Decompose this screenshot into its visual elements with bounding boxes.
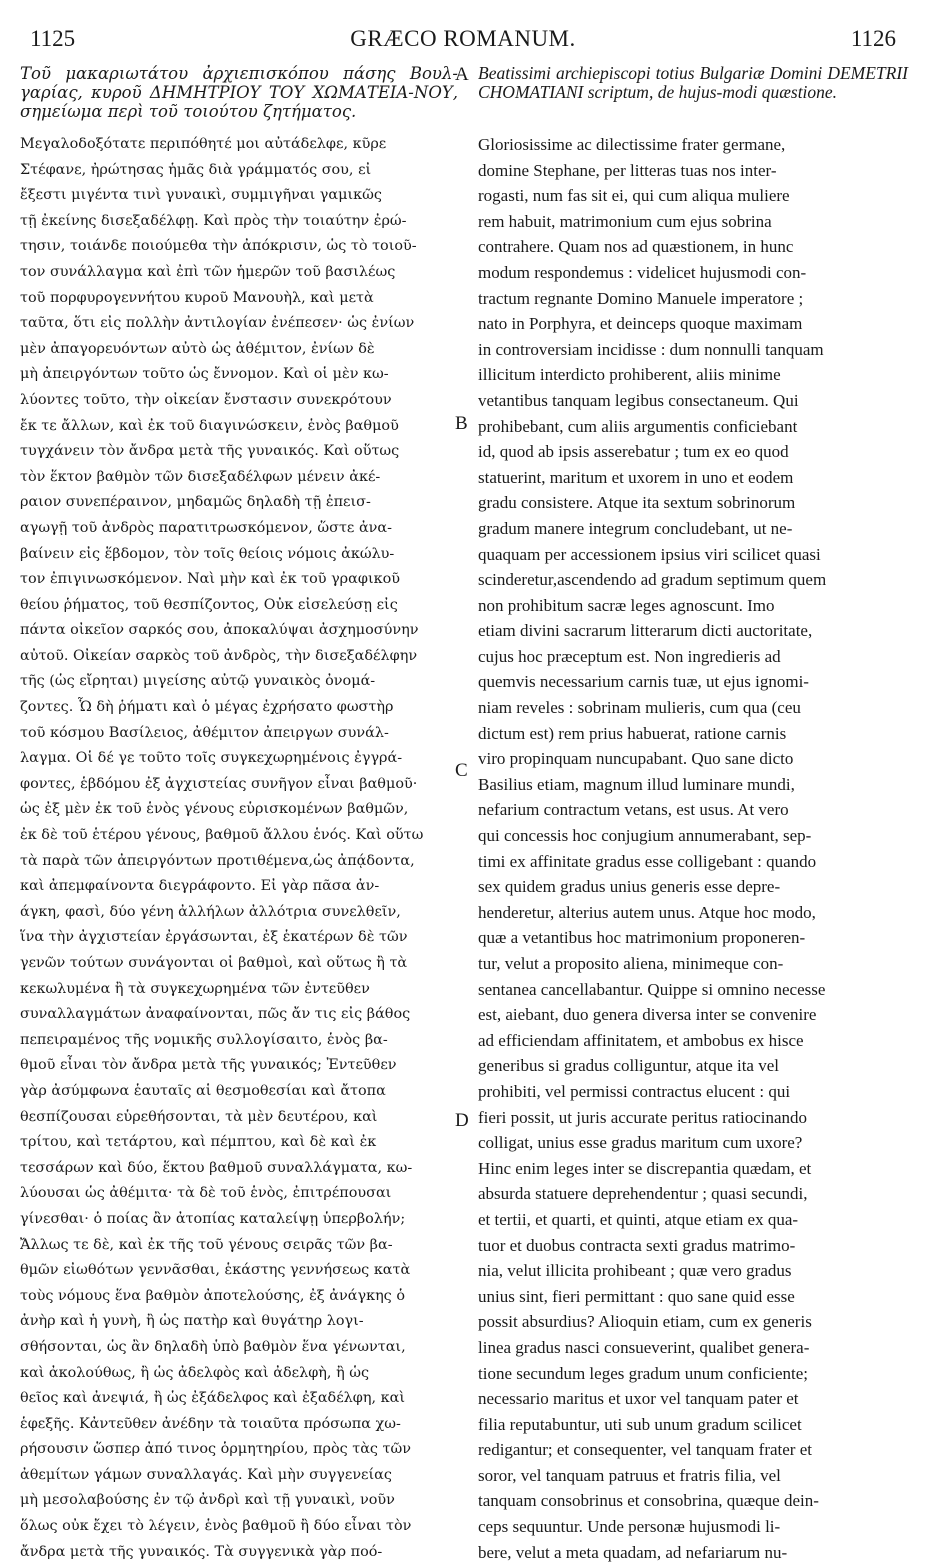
latin-text-line: contrahere. Quam nos ad quæstionem, in hunc [478, 237, 794, 257]
greek-text-line: συναλλαγμάτων ἀναφαίνονται, πῶς ἄν τις εἰς βάθος [20, 1006, 411, 1023]
margin-letter-a: A [455, 64, 469, 85]
greek-text-line: σθήσονται, ὡς ἂν δηλαδὴ ὑπὸ βαθμὸν ἕνα γένωνται, [20, 1338, 406, 1355]
latin-text-line: statuerint, maritum et uxorem in uno et eodem [478, 467, 794, 487]
latin-text-line: Gloriosissime ac dilectissime frater germane, [478, 135, 786, 154]
latin-text-line: domine Stephane, per litteras tuas nos inter- [478, 160, 777, 180]
latin-text-line: tanquam consobrinus et consobrina, quæque dein- [478, 1491, 819, 1511]
greek-text-line: ἐκ δὲ τοῦ ἑτέρου γένους, βαθμοῦ ἄλλου ἑνός. Καὶ οὕτω [20, 827, 424, 844]
latin-text-line: vetantibus tanquam legibus consectaneum. Qui [478, 390, 799, 410]
right-page-number: 1126 [850, 26, 896, 51]
latin-text-line: nato in Porphyra, et deinceps quoque maximam [478, 314, 803, 334]
greek-text-line: ταῦτα, ὅτι εἰς πολλὴν ἀντιλογίαν ἐνέπεσεν· ὡς ἐνίων [20, 315, 415, 332]
latin-text-line: modum respondemus : videlicet hujusmodi con- [478, 262, 807, 282]
latin-text-line: rogasti, num fas sit ei, qui cum aliqua muliere [478, 186, 790, 206]
latin-text-line: in controversiam incidisse : dum nonnulli tanquam [478, 339, 824, 359]
latin-text-line: nia, velut illicita prohibeant ; quæ vero gradus [478, 1261, 792, 1281]
greek-text-line: καὶ ἀπεμφαίνοντα διεγράφοντο. Εἰ γὰρ πᾶσα ἀν- [20, 878, 380, 895]
latin-text-line: prohibiti, vel permissi contractus elucent : qui [478, 1081, 791, 1101]
greek-text-line: μὴ ἀπειργόντων τοῦτο ὡς ἔννομον. Καὶ οἱ μὲν κω- [20, 366, 389, 383]
greek-text-line: τον ἐπιγινωσκόμενον. Ναὶ μὴν καὶ ἐκ τοῦ γραφικοῦ [20, 571, 400, 588]
latin-text-line: scinderetur,ascendendo ad gradum septimum quem [478, 570, 827, 590]
latin-text-line: gradum manere integrum concludebant, ut ne- [478, 518, 793, 538]
latin-text-line: soror, vel tanquam patruus et fratris filia, vel [478, 1465, 781, 1485]
greek-text-line: τον συνάλλαγμα καὶ ἐπὶ τῶν ἡμερῶν τοῦ βασιλέως [20, 263, 396, 280]
latin-text-line: etiam divini sacrarum litterarum dicti auctoritate, [478, 621, 813, 641]
latin-text-line: gradu consistere. Atque ita sextum sobrinorum [478, 493, 796, 513]
latin-text-line: timi ex affinitate gradus esse colligebant : quando [478, 851, 817, 871]
greek-text-line: ἀθεμίτων γάμων συναλλαγάς. Καὶ μὴν συγγενείας [20, 1466, 392, 1483]
latin-text-line: tur, velut a proposito aliena, minimeque con- [478, 954, 784, 973]
latin-text-line: non prohibitum sacræ leges agnoscunt. Imo [478, 595, 775, 615]
greek-text-line: ἵνα τὴν ἀγχιστείαν ἐργάσωνται, ἐξ ἑκατέρων δὲ τῶν [20, 929, 408, 946]
greek-text-line: τρίτου, καὶ τετάρτου, καὶ πέμπτου, καὶ δὲ καὶ ἐκ [20, 1134, 377, 1151]
latin-text-line: tione secundum leges gradum unum conficiente; [478, 1363, 808, 1383]
greek-text-line: πεπειραμένος τῆς νομικῆς συλλογίσαιτο, ἑνὸς βα- [20, 1031, 388, 1048]
greek-text-line: ἑφεξῆς. Κἀντεῦθεν ἀνέδην τὰ τοιαῦτα πρόσωπα χω- [20, 1415, 401, 1432]
greek-text-line: λύοντες τοῦτο, τὴν οἰκείαν ἔνστασιν συνεκρότουν [20, 391, 392, 408]
greek-text-line: τοῦ πορφυρογεννήτου κυροῦ Μανουὴλ, καὶ μετὰ [20, 289, 374, 306]
greek-text-line: γὰρ ἀσύμφωνα ἑαυταῖς αἱ θεσμοθεσίαι καὶ ἄτοπα [20, 1082, 386, 1099]
latin-text-line: niam reveles : sobrinam mulieris, cum qua (ceu [478, 698, 801, 718]
latin-text-line: ad efficiendam affinitatem, et ambobus ex hisce [478, 1030, 804, 1050]
latin-text-line: filia reputabuntur, uti sub unum gradum scilicet [478, 1414, 802, 1434]
greek-text-line: λύουσαι ὡς ἀθέμιτα· τὰ δὲ τοῦ ἑνὸς, ἐπιτρέπουσαι [20, 1185, 392, 1202]
greek-text-line: αὐτοῦ. Οἰκείαν σαρκὸς τοῦ ἀνδρὸς, τὴν δισεξαδέλφην [20, 647, 418, 664]
latin-text-line: tuor et duobus contracta sexti gradus matrimo- [478, 1235, 796, 1255]
latin-text-line: colligat, unius esse gradus maritum cum uxore? [478, 1133, 803, 1153]
greek-text-line: φοντες, ἑβδόμου ἐξ ἀγχιστείας συνῆγον εἶναι βαθμοῦ· [20, 775, 418, 792]
margin-letter-d: D [455, 1110, 469, 1131]
greek-text-line: τυγχάνειν τὸν ἄνδρα μετὰ τῆς γυναικός. Καὶ οὕτως [20, 443, 400, 460]
latin-text-line: nefarium contractum vetans, est usus. At vero [478, 800, 789, 820]
latin-text-line: et tertii, et quarti, et quinti, atque etiam ex qua- [478, 1209, 799, 1229]
latin-text-line: Hinc enim leges inter se discrepantia quædam, et [478, 1158, 812, 1178]
greek-text-line: βαίνειν εἰς ἕβδομον, τὸν τοῖς θείοις νόμοις ἀκώλυ- [20, 545, 395, 562]
greek-column [20, 64, 458, 1565]
greek-text-line: αγωγῇ τοῦ ἀνδρὸς παρατιτρωσκόμενον, ὥστε ἀνα- [20, 519, 392, 536]
greek-text-line: κεκωλυμένα ἢ τὰ συγκεχωρημένα τῶν ἐντεῦθεν [20, 980, 370, 997]
latin-text-line: illicitum interdicto prohiberent, aliis minime [478, 365, 781, 385]
latin-body [478, 132, 908, 1565]
latin-text-line: absurda statuere deprehendentur ; quasi secundi, [478, 1184, 808, 1204]
greek-text-line: ραιον συνεπέραινον, μηδαμῶς δηλαδὴ τῇ ἐπεισ- [20, 494, 371, 511]
greek-text-line: ὅλως οὐκ ἔχει τὸ λέγειν, ἑνὸς βαθμοῦ ἢ δύο εἶναι τὸν [20, 1518, 412, 1535]
latin-text-line: quæ a vetantibus hoc matrimonium proponeren- [478, 928, 806, 948]
greek-text-line: γενῶν τούτων συνάγονται οἱ βαθμοὶ, καὶ οὕτως ἢ τὰ [20, 955, 408, 971]
greek-text-line: καὶ ἀκολούθως, ἢ ὡς ἀδελφὸς καὶ ἀδελφὴ, ἢ ὡς [20, 1364, 370, 1381]
latin-text-line: unius sint, fieri permittant : quo sane quid esse [478, 1286, 795, 1306]
latin-text-line: qui concessis hoc conjugium annumerabant, sep- [478, 826, 812, 846]
latin-text-line: rem habuit, matrimonium cum ejus sobrina [478, 211, 772, 231]
latin-text-line: bere, velut a meta quadam, ad nefariarum nu- [478, 1542, 788, 1562]
greek-text-line: ἔκ τε ἄλλων, καὶ ἐκ τοῦ διαγινώσκειν, ἑνὸς βαθμοῦ [20, 417, 399, 434]
greek-text-line: πάντα οἰκεῖον σαρκός σου, ἀποκαλύψαι ἀσχημοσύνην [20, 622, 419, 639]
greek-text-line: ἄνδρα μετὰ τῆς γυναικός. Τὰ συγγενικὰ γὰρ ποό- [20, 1543, 383, 1560]
greek-text-line: τὸν ἕκτον βαθμὸν τῶν δισεξαδέλφων μένειν ἀκέ- [20, 468, 381, 485]
greek-text-line: τῇ ἐκείνης δισεξαδέλφῃ. Καὶ πρὸς τὴν τοιαύτην ἐρώ- [20, 212, 407, 229]
greek-text-line: θείου ῥήματος, τοῦ θεσπίζοντος, Οὐκ εἰσελεύσῃ εἰς [20, 596, 398, 613]
greek-text-line: τῆς (ὡς εἴρηται) μιγείσης αὐτῷ γυναικὸς ὀνομά- [20, 673, 376, 690]
greek-text-line: θμῶν εἰωθότων γεννᾶσθαι, ἑκάστης γεννήσεως κατὰ [20, 1262, 411, 1279]
latin-text-line: prohibebant, cum aliis argumentis conficiebant [478, 416, 798, 436]
latin-text-line: cujus hoc præceptum est. Non ingredieris ad [478, 646, 781, 666]
greek-text-line: ρήσουσιν ὥσπερ ἀπό τινος ὁρμητηρίου, πρὸς τὰς τῶν [20, 1441, 411, 1458]
margin-letter-b: B [455, 413, 468, 434]
running-title: GRÆCO ROMANUM. [350, 26, 576, 51]
greek-text-line: τεσσάρων καὶ δύο, ἕκτου βαθμοῦ συναλλάγματα, κω- [20, 1159, 413, 1176]
latin-text-line: fieri possit, ut juris accurate peritus ratiocinando [478, 1107, 808, 1127]
greek-text-line: τησιν, τοιάνδε ποιούμεθα τὴν ἀπόκρισιν, ὡς τὸ τοιοῦ- [20, 238, 417, 255]
greek-text-line: άγκη, φασὶ, δύο γένη ἀλλήλων ἀλλότρια συνελθεῖν, [20, 903, 401, 920]
greek-text-line: Ἄλλως τε δὲ, καὶ ἐκ τῆς τοῦ γένους σειρᾶς τῶν βα- [20, 1236, 393, 1253]
latin-text-line: linea gradus nasci consueverint, qualibet genera- [478, 1337, 810, 1357]
latin-text-line: generibus si gradus colliguntur, atque ita vel [478, 1056, 779, 1076]
latin-text-line: sentanea cancellabantur. Quippe si omnino necesse [478, 979, 826, 999]
greek-text-line: θεῖος καὶ ἀνεψιά, ἢ ὡς ἐξάδελφος καὶ ἐξαδέλφη, καὶ [20, 1390, 405, 1407]
greek-text-line: Μεγαλοδοξότατε περιπόθητέ μοι αὐτάδελφε, κῦρε [20, 136, 387, 152]
latin-text-line: dictum est) rem prius habuerat, ratione carnis [478, 723, 787, 743]
latin-text-line: quaquam per accessionem ipsius viri scilicet quasi [478, 544, 821, 564]
greek-text-line: ἔξεστι μιγέντα τινὶ γυναικὶ, συμμιγῆναι γαμικῶς [20, 187, 382, 204]
greek-text-line: λαγμα. Οἱ δέ γε τοῦτο τοῖς συγκεχωρημένοις ἐγγρά- [20, 750, 403, 767]
greek-text-line: μὲν ἀπαγορευόντων αὐτὸ ὡς ἀθέμιτον, ἐνίων δὲ [20, 340, 375, 357]
greek-text-line: θεσπίζουσαι εὑρεθήσονται, τὰ μὲν δευτέρου, καὶ [20, 1108, 378, 1125]
latin-text-line: necessario maritus et uxor vel tanquam pater et [478, 1389, 799, 1409]
latin-text-line: tractum regnante Domino Manuele imperatore ; [478, 288, 804, 308]
greek-text-line: γίνεσθαι· ὁ ποίας ἂν ἀτοπίας καταλείψῃ ὑπερβολήν; [20, 1210, 406, 1227]
latin-text-line: id, quod ab ipsis asserebatur ; tum ex eo quod [478, 442, 789, 462]
greek-text-line: τὰ παρὰ τῶν ἀπειργόντων προτιθέμενα,ὡς ἀπᾴδοντα, [20, 852, 415, 869]
greek-text-line: ὡς ἐξ μὲν ἐκ τοῦ ἑνὸς γένους εὑρισκομένων βαθμῶν, [20, 801, 409, 818]
latin-text-line: henderetur, alterius autem unus. Atque hoc modo, [478, 902, 816, 922]
greek-body [20, 132, 458, 1565]
latin-text-line: sex quidem gradus unius generis esse depre- [478, 877, 781, 897]
latin-text-line: ceps sequuntur. Unde personæ hujusmodi li- [478, 1517, 781, 1537]
latin-text-line: viro propinquam nuncupabant. Quo sane dicto [478, 749, 794, 769]
greek-text-line: μὴ μεσολαβούσης ἐν τῷ ἀνδρὶ καὶ τῇ γυναικὶ, νοῦν [20, 1492, 395, 1509]
latin-text-line: est, aiebant, duo genera diversa inter se convenire [478, 1005, 817, 1025]
left-page-number: 1125 [30, 26, 76, 51]
greek-text-line: ἀνὴρ καὶ ἡ γυνὴ, ἢ ὡς πατὴρ καὶ θυγάτηρ λογι- [20, 1313, 364, 1330]
greek-text-line: θμοῦ εἶναι τὸν ἄνδρα μετὰ τῆς γυναικός; Ἐντεῦθεν [20, 1057, 397, 1074]
margin-letter-c: C [455, 760, 468, 781]
greek-text-line: τοὺς νόμους ἕνα βαθμὸν ἀποτελούσης, ἐξ ἀνάγκης ὁ [20, 1287, 405, 1304]
greek-heading: Τοῦ μακαριωτάτου ἀρχιεπισκόπου πάσης Βουλ-γαρίας, κυροῦ ΔΗΜΗΤΡΙΟΥ ΤΟΥ ΧΩΜΑΤΕΙΑ-ΝΟΥ, σημείωμα περὶ τοῦ τοιούτου ζητήματος. [20, 64, 458, 121]
latin-heading: Beatissimi archiepiscopi totius Bulgariæ Domini DEMETRII CHOMATIANI scriptum, de hujus-modi quæstione. [478, 63, 908, 102]
greek-text-line: ζοντες. Ὧ δὴ ῥήματι καὶ ὁ μέγας ἐχρήσατο φωστὴρ [20, 699, 394, 716]
latin-text-line: possit absurdius? Alioquin etiam, cum ex generis [478, 1312, 812, 1332]
latin-text-line: Basilius etiam, magnum illud luminare mundi, [478, 774, 795, 794]
greek-text-line: Στέφανε, ἠρώτησας ἡμᾶς διὰ γράμματός σου, εἰ [20, 161, 372, 178]
latin-text-line: quemvis necessarium carnis tuæ, ut ejus ignomi- [478, 672, 809, 692]
latin-column [478, 64, 908, 1565]
greek-text-line: τοῦ κόσμου Βασίλειος, ἀθέμιτον ἀπειργων συνάλ- [20, 724, 389, 741]
latin-text-line: redigantur; et consequenter, vel tanquam frater et [478, 1440, 812, 1460]
running-head [30, 26, 896, 60]
